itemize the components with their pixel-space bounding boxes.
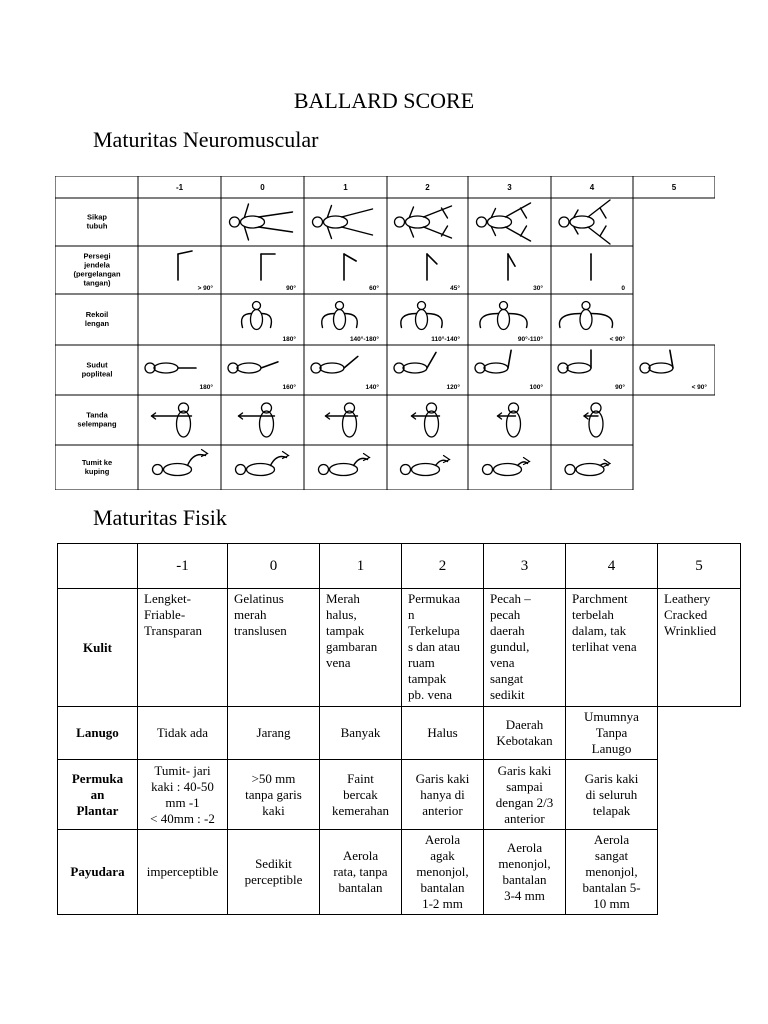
arrow-icon <box>444 456 450 463</box>
limb-icon <box>600 208 606 236</box>
leg-icon <box>344 356 358 368</box>
hand-icon <box>427 254 437 264</box>
hand-icon <box>344 254 356 261</box>
table-row-lanugo <box>58 707 741 760</box>
table-cell: Faint bercak kemerahan <box>320 760 402 830</box>
table-cell: Umumnya Tanpa Lanugo <box>566 707 658 760</box>
table-row-plantar <box>58 760 741 830</box>
row-label: (pergelangan <box>73 269 121 279</box>
table-cell: Lengket- Friable- Transparan <box>138 589 228 707</box>
hand-icon <box>178 251 192 254</box>
limb-icon <box>521 208 527 236</box>
angle-label: 60° <box>369 285 379 292</box>
table-cell: Merah halus, tampak gambaran vena <box>320 589 402 707</box>
row-label: Tumit ke <box>81 458 113 467</box>
body-icon <box>425 411 439 437</box>
table-cell: Aerola menonjol, bantalan 3-4 mm <box>484 830 566 915</box>
table-cell: Aerola rata, tanpa bantalan <box>320 830 402 915</box>
limb-icon <box>574 210 578 234</box>
limb-icon <box>588 200 610 244</box>
body-icon <box>567 363 591 373</box>
column-header: 5 <box>671 183 677 192</box>
limb-icon <box>492 209 496 236</box>
table-cell: Leathery Cracked Wrinklied <box>658 589 741 707</box>
arrow-icon <box>364 454 370 461</box>
table-cell: >50 mm tanpa garis kaki <box>228 760 320 830</box>
column-header: 1 <box>343 183 348 192</box>
column-header: 1 <box>320 544 402 589</box>
arrow-icon <box>202 450 208 457</box>
head-icon <box>230 217 240 227</box>
head-icon <box>483 465 493 475</box>
row-label: tangan) <box>83 278 111 288</box>
table-cell: Parchment terbelah dalam, tak terlihat vena <box>566 589 658 707</box>
table-cell: Tumit- jari kaki : 40-50 mm -1 < 40mm : -2 <box>138 760 228 830</box>
row-label: selempang <box>77 419 117 429</box>
angle-label: 180° <box>199 384 213 391</box>
row-label: Persegi <box>83 251 111 261</box>
head-icon <box>559 217 569 227</box>
arm-icon <box>559 314 612 328</box>
row-label: tubuh <box>86 221 108 231</box>
row-label: Rekoil <box>85 310 109 319</box>
body-icon <box>343 411 357 437</box>
table-cell: Aerola agak menonjol, bantalan 1-2 mm <box>402 830 484 915</box>
leg-icon <box>427 352 436 368</box>
head-icon <box>153 465 163 475</box>
neuromuscular-table <box>55 176 715 490</box>
row-label: popliteal <box>81 369 113 379</box>
body-icon <box>403 363 427 373</box>
body-icon <box>406 216 430 228</box>
table-cell: Sedikit perceptible <box>228 830 320 915</box>
angle-label: 160° <box>282 384 296 391</box>
table-cell: Permukaa n Terkelupa s dan atau ruam tampak pb. vena <box>402 589 484 707</box>
page-title: BALLARD SCORE <box>293 88 475 113</box>
column-header: 4 <box>566 544 658 589</box>
table-row-payudara <box>58 830 741 915</box>
body-icon <box>580 310 592 330</box>
row-label: Sikap <box>86 212 108 222</box>
head-icon <box>313 217 323 227</box>
head-icon <box>336 302 344 310</box>
angle-label: 100° <box>529 384 543 391</box>
body-icon <box>260 411 274 437</box>
column-header: 5 <box>658 544 741 589</box>
angle-label: 120° <box>446 384 460 391</box>
column-header: 0 <box>260 183 265 192</box>
table-cell: imperceptible <box>138 830 228 915</box>
head-icon <box>253 302 261 310</box>
body-icon <box>484 363 508 373</box>
limb-icon <box>424 206 452 238</box>
limb-icon <box>245 204 249 240</box>
arm-icon <box>401 314 442 328</box>
limb-icon <box>342 209 373 235</box>
head-icon <box>477 217 487 227</box>
column-header: -1 <box>138 544 228 589</box>
table-header-row <box>58 544 741 589</box>
row-label: Kulit <box>58 589 138 707</box>
table-row-kulit <box>58 589 741 707</box>
body-icon <box>154 363 178 373</box>
head-icon <box>395 217 405 227</box>
arm-icon <box>480 314 527 328</box>
angle-label: 30° <box>533 285 543 292</box>
body-icon <box>177 411 191 437</box>
body-icon <box>570 216 594 228</box>
arrow-icon <box>283 452 289 459</box>
angle-label: 90° <box>286 285 296 292</box>
table-cell: Gelatinus merah translusen <box>228 589 320 707</box>
empty-cell <box>658 760 741 830</box>
neuromuscular-grid <box>55 176 715 490</box>
limb-icon <box>328 206 332 239</box>
table-cell: Garis kaki hanya di anterior <box>402 760 484 830</box>
empty-cell <box>658 830 741 915</box>
table-cell: Garis kaki di seluruh telapak <box>566 760 658 830</box>
table-cell: Jarang <box>228 707 320 760</box>
row-label: lengan <box>84 319 110 328</box>
body-icon <box>320 363 344 373</box>
arm-icon <box>242 314 272 328</box>
head-icon <box>319 465 329 475</box>
angle-label: 110°-140° <box>431 336 460 343</box>
leg-icon <box>508 350 511 368</box>
angle-label: 90° <box>615 384 625 391</box>
column-header: 4 <box>589 183 595 192</box>
table-cell: Aerola sangat menonjol, bantalan 5- 10 mm <box>566 830 658 915</box>
table-cell: Banyak <box>320 707 402 760</box>
table-cell: Pecah – pecah daerah gundul, vena sangat sedikit <box>484 589 566 707</box>
empty-cell <box>658 707 741 760</box>
arm-icon <box>322 314 358 328</box>
head-icon <box>565 465 575 475</box>
angle-label: 140°-180° <box>349 336 379 343</box>
body-icon <box>649 363 673 373</box>
angle-label: < 90° <box>609 336 625 343</box>
table-cell: Garis kaki sampai dengan 2/3 anterior <box>484 760 566 830</box>
row-label: kuping <box>84 467 110 476</box>
table-cell: Halus <box>402 707 484 760</box>
column-header: 3 <box>484 544 566 589</box>
angle-label: 45° <box>450 285 460 292</box>
column-header: 3 <box>507 183 512 192</box>
limb-icon <box>410 207 414 237</box>
physical-maturity-table <box>57 543 741 915</box>
leg-icon <box>261 362 278 368</box>
body-icon <box>251 310 263 330</box>
angle-label: > 90° <box>197 285 213 292</box>
limb-icon <box>442 208 448 236</box>
head-icon <box>418 302 426 310</box>
angle-label: 140° <box>365 384 379 391</box>
body-icon <box>507 411 521 437</box>
head-icon <box>500 302 508 310</box>
arrow-icon <box>524 458 530 465</box>
body-icon <box>589 411 603 437</box>
body-icon <box>334 310 346 330</box>
neuromuscular-heading: Maturitas Neuromuscular <box>93 127 319 152</box>
physical-heading: Maturitas Fisik <box>93 505 227 530</box>
limb-icon <box>506 203 531 241</box>
head-icon <box>401 465 411 475</box>
body-icon <box>498 310 510 330</box>
body-icon <box>237 363 261 373</box>
column-header: 2 <box>425 183 430 192</box>
body-icon <box>488 216 512 228</box>
column-header: -1 <box>175 183 184 192</box>
table-cell: Tidak ada <box>138 707 228 760</box>
table-cell: Daerah Kebotakan <box>484 707 566 760</box>
header-blank-cell <box>58 544 138 589</box>
angle-label: 180° <box>282 336 296 343</box>
angle-label: 0 <box>621 285 625 292</box>
body-icon <box>416 310 428 330</box>
head-icon <box>582 302 590 310</box>
angle-label: 90°-110° <box>517 336 543 343</box>
row-label: Permuka an Plantar <box>58 760 138 830</box>
body-icon <box>324 216 348 228</box>
row-label: Lanugo <box>58 707 138 760</box>
hand-icon <box>508 254 515 266</box>
row-label: Tanda <box>86 410 108 420</box>
head-icon <box>236 465 246 475</box>
body-icon <box>241 216 265 228</box>
limb-icon <box>259 212 293 232</box>
column-header: 0 <box>228 544 320 589</box>
angle-label: < 90° <box>691 384 707 391</box>
row-label: jendela <box>84 260 110 270</box>
row-label: Sudut <box>86 360 108 370</box>
row-label: Payudara <box>58 830 138 915</box>
column-header: 2 <box>402 544 484 589</box>
